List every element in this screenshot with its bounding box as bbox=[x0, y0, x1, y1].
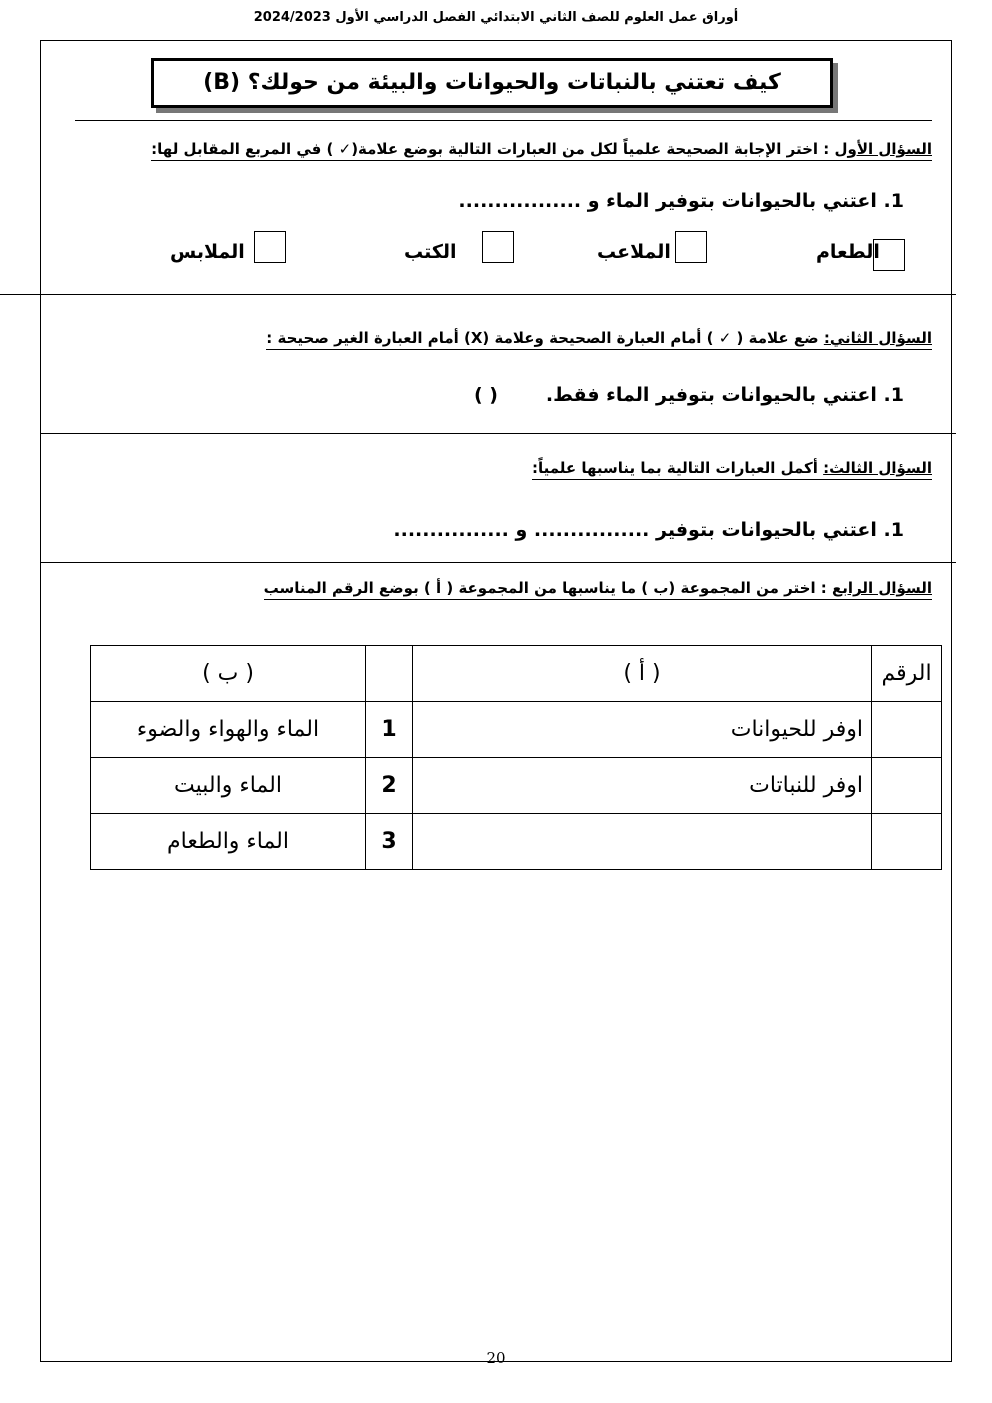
cell-a: اوفر للنباتات bbox=[413, 758, 872, 814]
q2-answer-parens[interactable]: ( ) bbox=[474, 384, 498, 406]
cell-num: 1 bbox=[366, 702, 413, 758]
section-divider bbox=[0, 294, 956, 295]
divider bbox=[75, 120, 932, 121]
option-books: الكتب bbox=[404, 241, 457, 263]
q2-label: السؤال الثاني: bbox=[823, 329, 932, 347]
header-number: الرقم bbox=[872, 646, 942, 702]
cell-b: الماء والطعام bbox=[91, 814, 366, 870]
cell-b: الماء والبيت bbox=[91, 758, 366, 814]
checkbox-clothes[interactable] bbox=[254, 231, 286, 263]
option-playgrounds: الملاعب bbox=[597, 241, 671, 263]
q2-instruction: ضع علامة ( ✓ ) أمام العبارة الصحيحة وعلامة (X) أمام العبارة الغير صحيحة : bbox=[266, 329, 824, 347]
q2-item: 1. اعتني بالحيوانات بتوفير الماء فقط. bbox=[545, 384, 904, 406]
q4-heading bbox=[264, 579, 932, 600]
answer-cell[interactable] bbox=[872, 758, 942, 814]
cell-b: الماء والهواء والضوء bbox=[91, 702, 366, 758]
header-group-b: ( ب ) bbox=[91, 646, 366, 702]
q3-label: السؤال الثالث: bbox=[823, 459, 932, 477]
table-row bbox=[91, 758, 942, 814]
q3-instruction: أكمل العبارات التالية بما يناسبها علمياً: bbox=[531, 459, 824, 477]
cell-num: 3 bbox=[366, 814, 413, 870]
q1-heading bbox=[151, 140, 932, 161]
option-clothes: الملابس bbox=[170, 241, 245, 263]
q2-heading bbox=[266, 329, 932, 350]
table-row bbox=[91, 702, 942, 758]
answer-cell[interactable] bbox=[872, 702, 942, 758]
q1-instruction: : اختر الإجابة الصحيحة علمياً لكل من العبارات التالية بوضع علامة(✓ ) في المربع المقابل لها: bbox=[151, 140, 835, 158]
q4-label: السؤال الرابع bbox=[832, 579, 932, 597]
checkbox-books[interactable] bbox=[482, 231, 514, 263]
answer-cell[interactable] bbox=[872, 814, 942, 870]
option-food: الطعام bbox=[816, 241, 880, 263]
q4-instruction: : اختر من المجموعة (ب ) ما يناسبها من المجموعة ( أ ) بوضع الرقم المناسب bbox=[263, 579, 833, 597]
page-number: 20 bbox=[486, 1349, 506, 1367]
cell-num: 2 bbox=[366, 758, 413, 814]
table-row bbox=[91, 814, 942, 870]
q1-item: 1. اعتني بالحيوانات بتوفير الماء و ................. bbox=[458, 190, 904, 212]
checkbox-playgrounds[interactable] bbox=[675, 231, 707, 263]
cell-a: اوفر للحيوانات bbox=[413, 702, 872, 758]
header-num bbox=[366, 646, 413, 702]
header-group-a: ( أ ) bbox=[413, 646, 872, 702]
matching-table bbox=[90, 645, 942, 870]
q3-item: 1. اعتني بالحيوانات بتوفير ................ و ................ bbox=[393, 519, 904, 541]
section-divider bbox=[40, 433, 956, 434]
worksheet-title: كيف تعتني بالنباتات والحيوانات والبيئة من حولك؟ (B) bbox=[151, 58, 833, 108]
section-divider bbox=[40, 562, 956, 563]
page-header: أوراق عمل العلوم للصف الثاني الابتدائي الفصل الدراسي الأول 2024/2023 bbox=[253, 10, 739, 25]
q1-label: السؤال الأول bbox=[834, 140, 932, 158]
table-header-row bbox=[91, 646, 942, 702]
cell-a bbox=[413, 814, 872, 870]
q3-heading bbox=[532, 459, 932, 480]
